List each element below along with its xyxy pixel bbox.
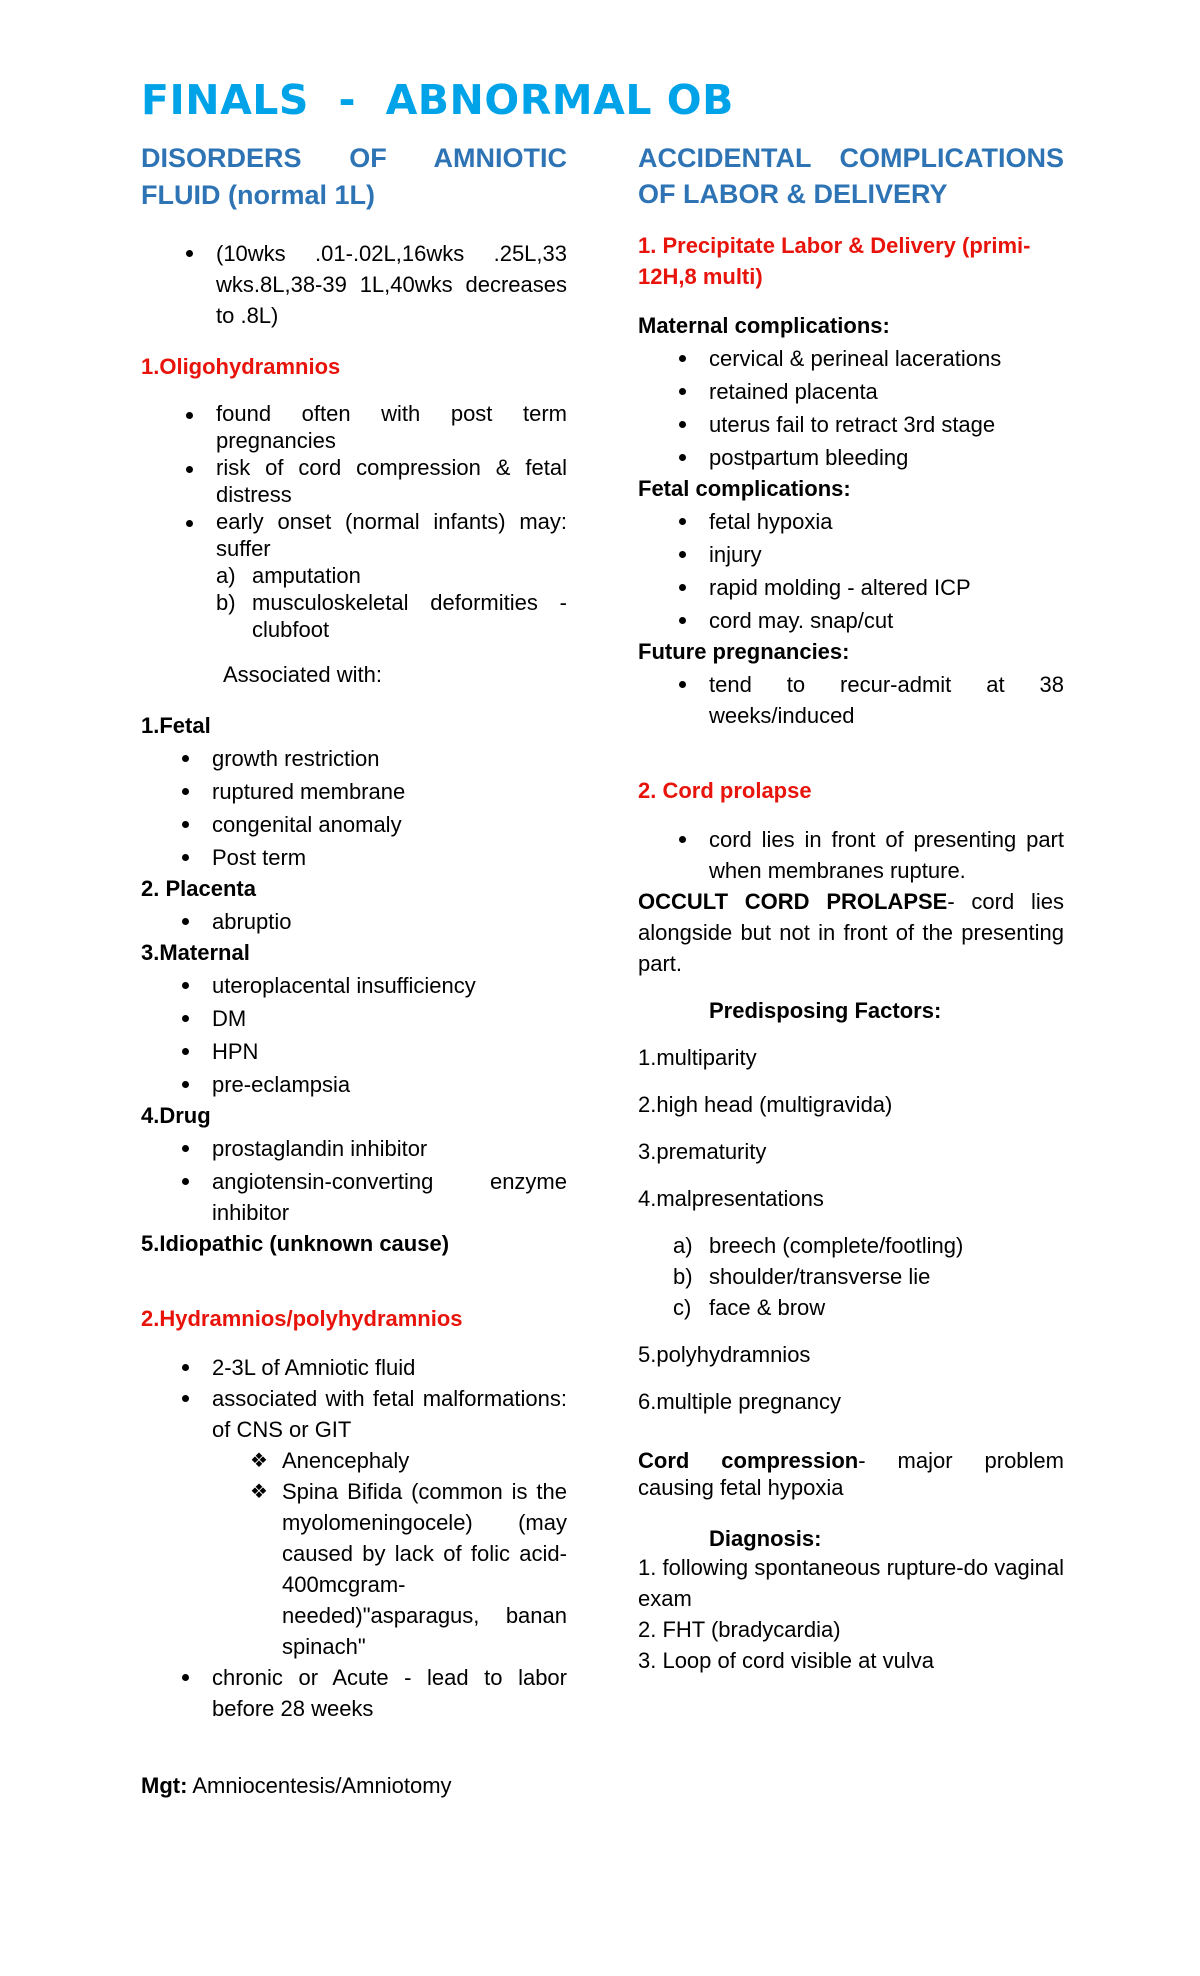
group-title: Maternal complications: (638, 313, 890, 338)
group-item: fetal hypoxia (709, 506, 1064, 537)
factor-item: 6.multiple pregnancy (638, 1389, 842, 1414)
oligo-sub-list (216, 562, 567, 643)
precipitate-labor-title: 1. Precipitate Labor & Delivery (primi-12H,8 multi) (638, 233, 1031, 289)
mgt-label: Mgt: (141, 1773, 188, 1798)
item-text: face & brow (709, 1295, 826, 1320)
left-column (141, 140, 567, 1801)
oligo-bullet: risk of cord compression & fetal distress (216, 455, 567, 507)
drug-group (141, 1100, 567, 1228)
group-title: 3.Maternal (141, 940, 250, 965)
maternal-group (141, 937, 567, 1100)
item-letter: b) (673, 1264, 693, 1289)
cord-compression-note (638, 1447, 1064, 1501)
hydra-diamond-item: ❖ Spina Bifida (common is the myolomeningocele) (may caused by lack of folic acid-400mcgram-needed)"asparagus, banan spinach" (282, 1476, 567, 1662)
item-text: amputation (252, 563, 361, 588)
occult-cord-prolapse (638, 886, 1064, 979)
group-list (212, 970, 567, 1100)
group-list (212, 906, 567, 937)
hydra-diamond-list (282, 1445, 567, 1662)
hydra-bullet: chronic or Acute - lead to labor before 28 weeks (212, 1662, 567, 1724)
oligo-list (216, 400, 567, 562)
group-item: rapid molding - altered ICP (709, 572, 1064, 603)
mgt-text: Amniocentesis/Amniotomy (187, 1773, 452, 1798)
item-text: musculoskeletal deformities - clubfoot (252, 590, 567, 642)
group-list (709, 343, 1064, 473)
factor-item: 4.malpresentations (638, 1186, 824, 1211)
cord-bullet: cord lies in front of presenting part when membranes rupture. (709, 824, 1064, 886)
associated-with-label: Associated with: (223, 662, 382, 687)
compression-label: Cord compression (638, 1448, 859, 1473)
group-list (709, 669, 1064, 731)
oligo-sub-item (216, 589, 567, 643)
group-list (212, 1133, 567, 1228)
group-item: angiotensin-converting enzyme inhibitor (212, 1166, 567, 1228)
cord-prolapse-title: 2. Cord prolapse (638, 778, 812, 803)
group-item: uterus fail to retract 3rd stage (709, 409, 1064, 440)
group-item: congenital anomaly (212, 809, 567, 840)
group-item: prostaglandin inhibitor (212, 1133, 567, 1164)
oligo-bullet: found often with post term pregnancies (216, 401, 567, 453)
factor-item: 2.high head (multigravida) (638, 1092, 893, 1117)
future-pregnancies-group (638, 636, 1064, 731)
right-column (638, 140, 1064, 1676)
group-item: pre-eclampsia (212, 1069, 567, 1100)
diagnosis-item: 3. Loop of cord visible at vulva (638, 1648, 934, 1673)
group-item: tend to recur-admit at 38 weeks/induced (709, 669, 1064, 731)
oligo-sub-item (216, 562, 567, 589)
item-letter: a) (673, 1233, 693, 1258)
factor-item: 1.multiparity (638, 1045, 757, 1070)
diagnosis-item: 1. following spontaneous rupture-do vaginal exam (638, 1555, 1064, 1611)
group-title: 2. Placenta (141, 876, 256, 901)
placenta-group (141, 873, 567, 937)
group-item: DM (212, 1003, 567, 1034)
group-item: uteroplacental insufficiency (212, 970, 567, 1001)
occult-text: - cord lies alongside but not in front of the presenting part. (638, 889, 1064, 976)
fetal-complications-group (638, 473, 1064, 636)
item-letter: a) (216, 563, 236, 588)
page-title: FINALS - ABNORMAL OB (141, 76, 734, 124)
item-letter: b) (216, 590, 236, 615)
diagnosis-title: Diagnosis: (709, 1526, 822, 1551)
hydra-list (212, 1352, 567, 1445)
diagnosis-item: 2. FHT (bradycardia) (638, 1617, 841, 1642)
group-item: postpartum bleeding (709, 442, 1064, 473)
management-line (141, 1770, 567, 1801)
occult-label: OCCULT CORD PROLAPSE (638, 889, 948, 914)
group-item: growth restriction (212, 743, 567, 774)
group-title: Future pregnancies: (638, 639, 850, 664)
intro-bullet: (10wks .01-.02L,16wks .25L,33 wks.8L,38-39 1L,40wks decreases to .8L) (216, 238, 567, 331)
item-text: shoulder/transverse lie (709, 1264, 931, 1289)
factor-item: 3.prematurity (638, 1139, 767, 1164)
hydra-bullet: 2-3L of Amniotic fluid (212, 1352, 567, 1383)
group-item: HPN (212, 1036, 567, 1067)
oligo-bullet: early onset (normal infants) may: suffer (216, 509, 567, 561)
group-item: Post term (212, 842, 567, 873)
group-item: cord may. snap/cut (709, 605, 1064, 636)
factor-item: 5.polyhydramnios (638, 1342, 811, 1367)
group-item: injury (709, 539, 1064, 570)
malpresentation-list (673, 1230, 1064, 1323)
compression-text: - major problem causing fetal hypoxia (638, 1448, 1064, 1500)
malpresentation-item (673, 1230, 1064, 1261)
fetal-group (141, 710, 567, 873)
group-item: abruptio (212, 906, 567, 937)
amniotic-fluid-heading: DISORDERS OF AMNIOTIC FLUID (normal 1L) (141, 143, 567, 210)
predisposing-factors-title: Predisposing Factors: (709, 998, 942, 1023)
item-letter: c) (673, 1295, 692, 1320)
intro-list (216, 238, 567, 331)
idiopathic-item: 5.Idiopathic (unknown cause) (141, 1231, 450, 1256)
maternal-complications-group (638, 310, 1064, 473)
item-text: breech (complete/footling) (709, 1233, 964, 1258)
group-title: Fetal complications: (638, 476, 851, 501)
accidental-complications-heading: ACCIDENTAL COMPLICATIONS OF LABOR & DELIVERY (638, 143, 1064, 209)
malpresentation-item (673, 1292, 1064, 1323)
group-item: retained placenta (709, 376, 1064, 407)
group-title: 4.Drug (141, 1103, 211, 1128)
group-list (709, 506, 1064, 636)
hydra-list-2 (212, 1662, 567, 1724)
hydra-bullet: associated with fetal malformations: of CNS or GIT (212, 1383, 567, 1445)
group-item: ruptured membrane (212, 776, 567, 807)
hydramnios-title: 2.Hydramnios/polyhydramnios (141, 1306, 463, 1331)
hydra-diamond-item: ❖ Anencephaly (282, 1445, 567, 1476)
malpresentation-item (673, 1261, 1064, 1292)
group-list (212, 743, 567, 873)
group-title: 1.Fetal (141, 713, 211, 738)
cord-list (709, 824, 1064, 886)
oligohydramnios-title: 1.Oligohydramnios (141, 354, 341, 379)
group-item: cervical & perineal lacerations (709, 343, 1064, 374)
